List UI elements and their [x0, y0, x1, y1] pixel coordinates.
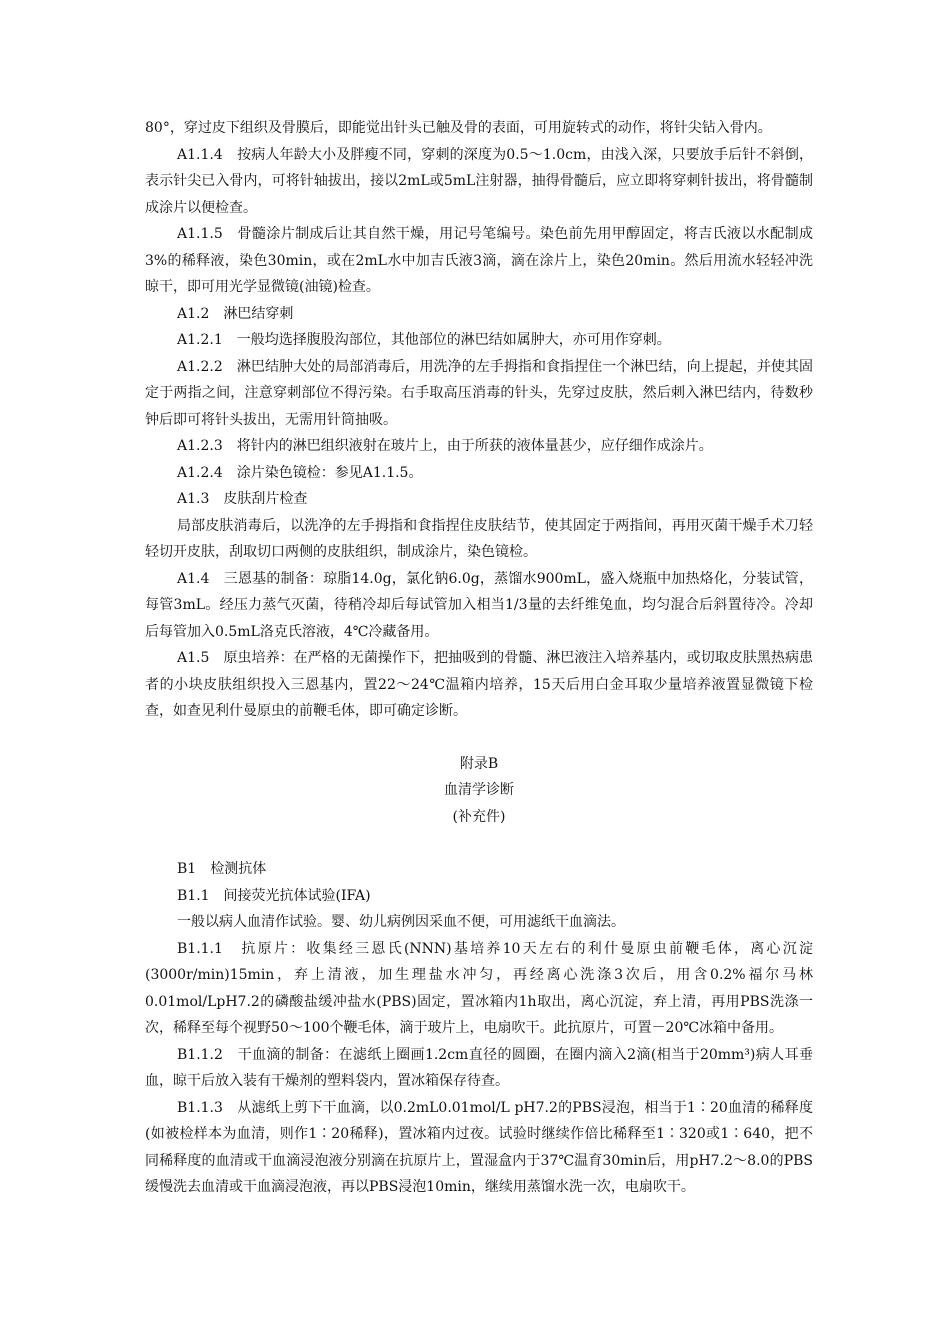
heading-a1-3: A1.3 皮肤刮片检查 — [177, 491, 308, 507]
appendix-title: 血清学诊断 — [444, 782, 514, 798]
paragraph-a1-2-1: A1.2.1 一般均选择腹股沟部位，其他部位的淋巴结如属肿大，亦可用作穿刺。 — [177, 332, 671, 348]
paragraph-a1-1-4: A1.1.4 按病人年龄大小及胖瘦不同，穿刺的深度为0.5～1.0cm，由浅入深，只要放手后针不斜倒，表示针尖已入骨内，可将针轴拔出，接以2mL或5mL注射器，抽得骨髓后，应立即将穿刺针拔出，将骨髓制成涂片以便检查。 — [145, 146, 813, 216]
heading-a1-2: A1.2 淋巴结穿刺 — [177, 305, 294, 322]
paragraph-a1-5: A1.5 原虫培养：在严格的无菌操作下，把抽吸到的骨髓、淋巴液注入培养基内，或切取皮肤黑热病患者的小块皮肤组织投入三恩基内，置22～24℃温箱内培养，15天后用白金耳取少量培养液置显微镜下检查，如查见利什曼原虫的前鞭毛体，即可确定诊断。 — [145, 650, 813, 719]
paragraph-a1-1-5: A1.1.5 骨髓涂片制成后让其自然干燥，用记号笔编号。染色前先用甲醇固定，将吉氏液以水配制成3%的稀释液，染色30min，或在2mL水中加吉氏液3滴，滴在涂片上，染色20min。然后用流水轻轻冲洗晾干，即可用光学显微镜(油镜)检查。 — [145, 226, 813, 295]
paragraph-b1-1-2: B1.1.2 干血滴的制备：在滤纸上圈画1.2cm直径的圆圈，在圈内滴入2滴(相当于20mm³)病人耳垂血，晾干后放入装有干燥剂的塑料袋内，置冰箱保存待查。 — [145, 1046, 813, 1089]
paragraph-a1-2-3: A1.2.3 将针内的淋巴组织液射在玻片上，由于所获的液体量甚少，应仔细作成涂片。 — [177, 438, 713, 454]
section-b — [145, 856, 813, 1201]
paragraph-a1-2-4: A1.2.4 涂片染色镜检：参见A1.1.5。 — [177, 464, 423, 481]
paragraph-b1-1-1: B1.1.1 抗原片：收集经三恩氏(NNN)基培养10天左右的利什曼原虫前鞭毛体，离心沉淀(3000r/min)15min，弃上清液，加生理盐水冲匀，再经离心洗涤3次后，用含0.2%福尔马林0.01mol/LpH7.2的磷酸盐缓冲盐水(PBS)固定，置冰箱内1h取出，离心沉淀，弃上清，再用PBS洗涤一次，稀释至每个视野50～100个鞭毛体，滴于玻片上，电扇吹干。此抗原片，可置－20℃冰箱中备用。 — [145, 940, 813, 1036]
paragraph-a1-2-2: A1.2.2 淋巴结肿大处的局部消毒后，用洗净的左手拇指和食指捏住一个淋巴结，向上提起，并使其固定于两指之间，注意穿刺部位不得污染。右手取高压消毒的针头，先穿过皮肤，然后刺入淋巴结内，待数秒钟后即可将针头拔出，无需用针筒抽吸。 — [145, 358, 813, 428]
paragraph-a1-4: A1.4 三恩基的制备：琼脂14.0g，氯化钠6.0g，蒸馏水900mL，盛入烧瓶中加热烙化，分装试管，每管3mL。经压力蒸气灭菌，待稍冷却后每试管加入相当1/3量的去纤维兔血，均匀混合后斜置待冷。冷却后每管加入0.5mL洛克氏溶液，4℃冷藏备用。 — [145, 570, 813, 640]
paragraph-b1-1-3: B1.1.3 从滤纸上剪下干血滴，以0.2mL0.01mol/L pH7.2的PBS浸泡，相当于1∶20血清的稀释度(如被检样本为血清，则作1∶20稀释)，置冰箱内过夜。试验时继续作倍比稀释至1∶320或1∶640，把不同稀释度的血清或干血滴浸泡液分别滴在抗原片上，置湿盒内于37℃温育30min后，用pH7.2～8.0的PBS缓慢洗去血清或干血滴浸泡液，再以PBS浸泡10min，继续用蒸馏水洗一次，电扇吹干。 — [145, 1099, 813, 1195]
document-page — [145, 115, 813, 1201]
appendix-header — [145, 751, 813, 831]
paragraph-b1-1: 一般以病人血清作试验。婴、幼儿病例因采血不便，可用滤纸干血滴法。 — [177, 914, 625, 930]
paragraph-a1: 80°，穿过皮下组织及骨膜后，即能觉出针头已触及骨的表面，可用旋转式的动作，将针尖钻入骨内。 — [145, 120, 772, 136]
heading-b1: B1 检测抗体 — [177, 861, 267, 877]
paragraph-a1-3: 局部皮肤消毒后，以洗净的左手拇指和食指捏住皮肤结节，使其固定于两指间，再用灭菌干燥手术刀轻轻切开皮肤，刮取切口两侧的皮肤组织，制成涂片，染色镜检。 — [145, 517, 813, 560]
appendix-note: (补充件) — [452, 808, 506, 825]
section-a — [145, 115, 813, 725]
heading-b1-1: B1.1 间接荧光抗体试验(IFA) — [177, 887, 371, 904]
appendix-label: 附录B — [459, 755, 499, 772]
